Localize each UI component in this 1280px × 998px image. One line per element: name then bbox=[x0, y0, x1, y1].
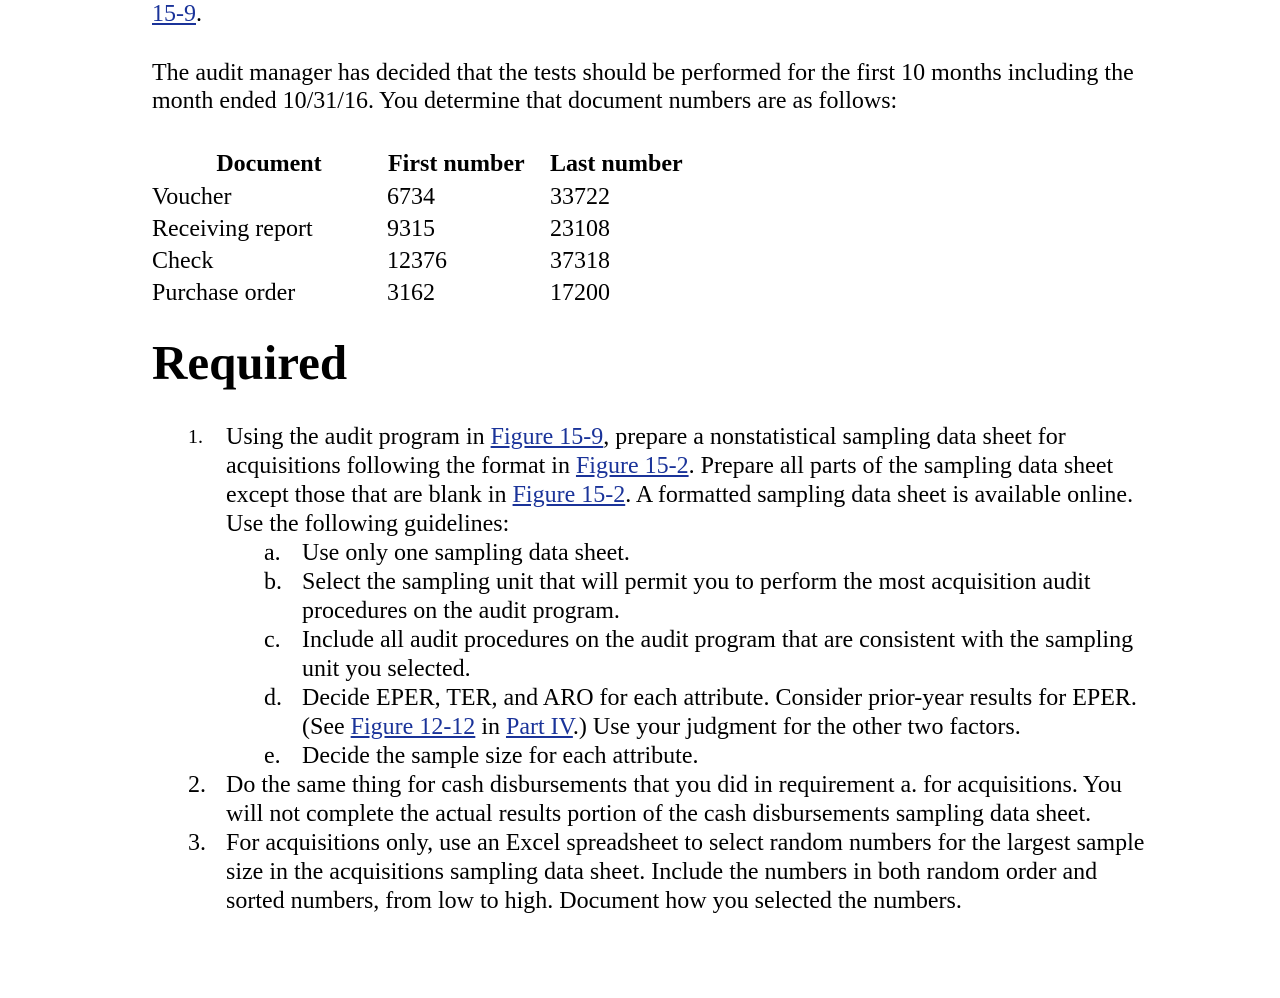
item-letter: c. bbox=[264, 627, 281, 653]
requirements-list bbox=[152, 423, 1152, 916]
figure-15-2-link[interactable]: Figure 15-2 bbox=[575, 453, 689, 479]
figure-15-2-link[interactable]: Figure 15-2 bbox=[512, 482, 626, 508]
document-cell: Check bbox=[152, 247, 214, 274]
header-document: Document bbox=[216, 150, 322, 177]
guideline-item-a: a. Use only one sampling data sheet. bbox=[264, 540, 630, 566]
last-number-cell: 17200 bbox=[550, 279, 610, 306]
document-numbers-table bbox=[152, 147, 683, 309]
table-row bbox=[152, 181, 683, 213]
last-number-cell: 23108 bbox=[550, 215, 610, 242]
part-iv-link[interactable]: Part IV bbox=[505, 714, 573, 740]
item-letter: d. bbox=[264, 685, 282, 711]
top-reference-line: 15-9. bbox=[152, 1, 202, 27]
document-body bbox=[152, 0, 1152, 916]
requirement-item-3: 3. For acquisitions only, use an Excel spreadsheet to select random numbers for the largest sample size in the acquisitions sampling data sheet. Include the numbers in both random order and sorted numbers, from low to high. Document how you selected the numbers. bbox=[188, 830, 1145, 914]
item-number: 3. bbox=[188, 830, 206, 856]
requirement-item-2: 2. Do the same thing for cash disbursements that you did in requirement a. for acquisitions. You will not complete the actual results portion of the cash disbursements sampling data sheet. bbox=[188, 772, 1122, 827]
document-cell: Purchase order bbox=[152, 279, 296, 306]
item-letter: e. bbox=[264, 743, 281, 769]
table-row bbox=[152, 245, 683, 277]
first-number-cell: 9315 bbox=[387, 215, 435, 242]
guideline-item-e: e. Decide the sample size for each attribute. bbox=[264, 743, 699, 769]
table-row bbox=[152, 277, 683, 309]
figure-15-9-link[interactable]: 15-9 bbox=[152, 1, 196, 27]
last-number-cell: 37318 bbox=[550, 247, 610, 274]
required-heading: Required bbox=[152, 335, 348, 390]
header-first-number: First number bbox=[388, 150, 525, 177]
first-number-cell: 6734 bbox=[387, 183, 435, 210]
guideline-item-b: b. Select the sampling unit that will permit you to perform the most acquisition audit procedures on the audit program. bbox=[264, 569, 1091, 624]
document-cell: Voucher bbox=[152, 183, 232, 210]
guideline-item-d: d. Decide EPER, TER, and ARO for each attribute. Consider prior-year results for EPER. (See Figure 12-12 in Part IV.) Use your judgment for the other two factors. bbox=[264, 685, 1137, 740]
item-letter: b. bbox=[264, 569, 282, 595]
first-number-cell: 3162 bbox=[387, 279, 435, 306]
requirement-item-1: 1. Using the audit program in Figure 15-9, prepare a nonstatistical sampling data sheet for acquisitions following the format in Figure 15-2. Prepare all parts of the sampling data sheet except those that are blank in Figure 15-2. A formatted sampling data sheet is available online. Use the following guidelines: a. Use only one sampling data sheet. b. Select the sampling unit that will permit you to perform the most acquisition audit procedures on the audit program. c. Include all audit procedures on the audit program that are consistent with the sampling unit you selected. d. Decide EPER, TER, and ARO for each attribute. Consider prior-year results for EPER. (See Figure 12-12 in Part IV.) Use your judgment for the other two factors. e. Decide the sample size for each attribute. bbox=[152, 423, 1152, 771]
table-row bbox=[152, 213, 683, 245]
item-letter: a. bbox=[264, 540, 281, 566]
intro-paragraph: The audit manager has decided that the tests should be performed for the first 10 months including the month ended 10/31/16. You determine that document numbers are as follows: bbox=[152, 60, 1134, 114]
document-cell: Receiving report bbox=[152, 215, 313, 242]
item-number: 1. bbox=[188, 426, 203, 448]
last-number-cell: 33722 bbox=[550, 183, 610, 210]
guideline-item-c: c. Include all audit procedures on the audit program that are consistent with the sampling unit you selected. bbox=[264, 627, 1134, 682]
figure-15-9-link[interactable]: Figure 15-9 bbox=[490, 424, 604, 450]
item-number: 2. bbox=[188, 772, 206, 798]
header-last-number: Last number bbox=[550, 150, 683, 177]
first-number-cell: 12376 bbox=[387, 247, 447, 274]
figure-12-12-link[interactable]: Figure 12-12 bbox=[350, 714, 476, 740]
table-header-row bbox=[152, 147, 683, 181]
guidelines-list bbox=[226, 539, 1152, 771]
